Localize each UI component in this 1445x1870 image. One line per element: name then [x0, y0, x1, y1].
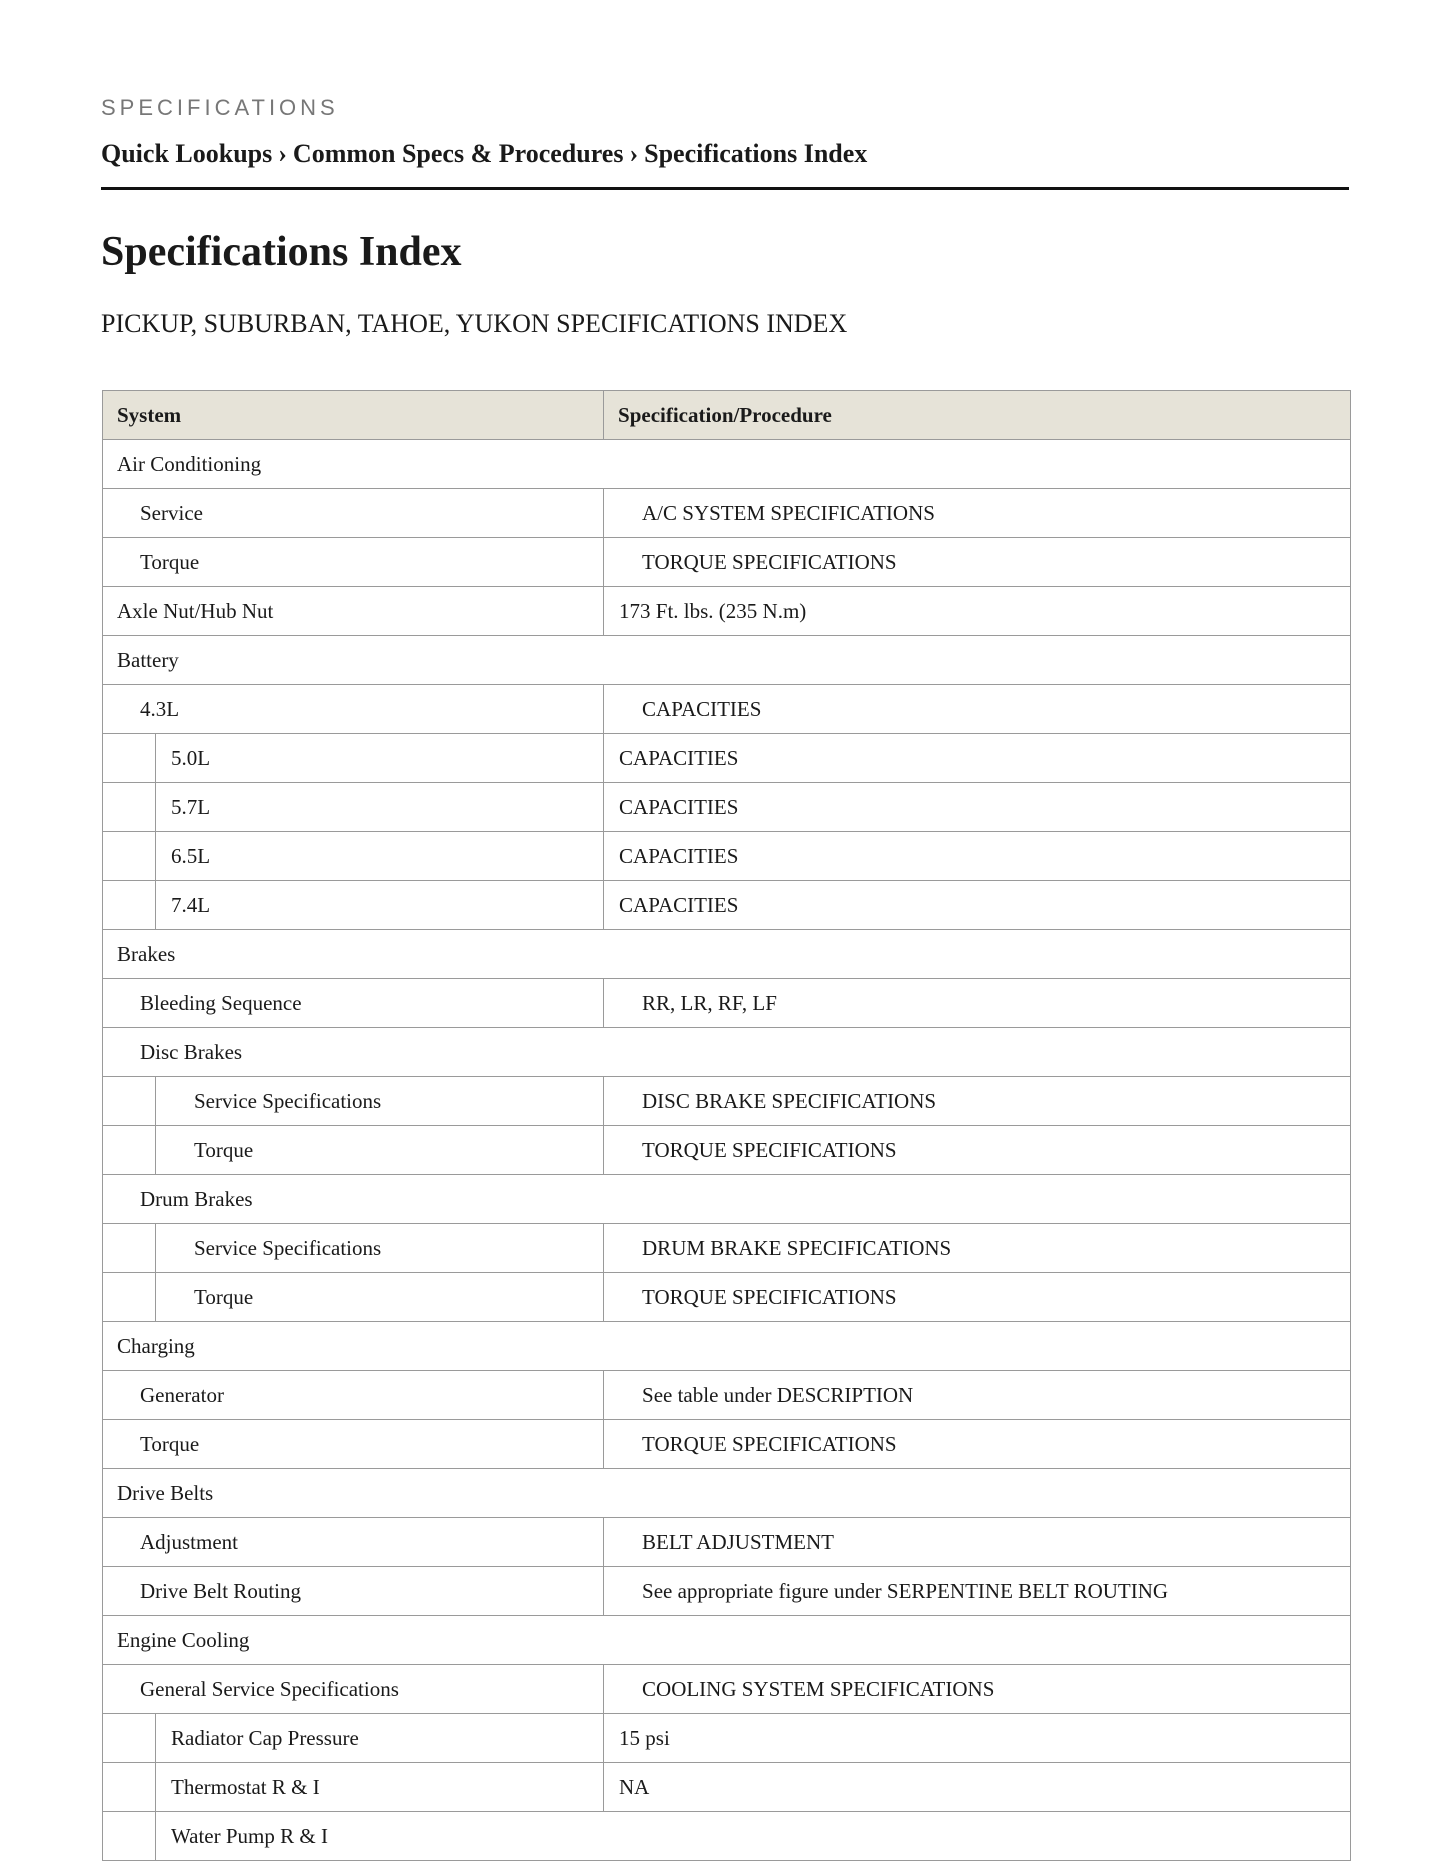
- indent-cell: [103, 1763, 156, 1812]
- indent-cell: [103, 1714, 156, 1763]
- spec-link[interactable]: TORQUE SPECIFICATIONS: [604, 1273, 1351, 1322]
- column-header-system: System: [103, 391, 604, 440]
- system-label: Service Specifications: [156, 1077, 604, 1126]
- system-label: 5.0L: [156, 734, 604, 783]
- table-row: [103, 1077, 1351, 1126]
- system-label: Bleeding Sequence: [103, 979, 604, 1028]
- breadcrumb-item-quick-lookups[interactable]: Quick Lookups: [101, 139, 273, 168]
- system-label: 6.5L: [156, 832, 604, 881]
- section-kicker: SPECIFICATIONS: [101, 95, 339, 120]
- table-row: [103, 1371, 1351, 1420]
- table-row: [103, 1420, 1351, 1469]
- spec-link[interactable]: CAPACITIES: [604, 783, 1351, 832]
- system-label: Adjustment: [103, 1518, 604, 1567]
- system-group-label: Drive Belts: [103, 1469, 1351, 1518]
- system-label: Thermostat R & I: [156, 1763, 604, 1812]
- system-group-label: Engine Cooling: [103, 1616, 1351, 1665]
- indent-cell: [103, 881, 156, 930]
- system-label: Torque: [156, 1273, 604, 1322]
- spec-link[interactable]: CAPACITIES: [604, 685, 1351, 734]
- table-header-row: [103, 391, 1351, 440]
- system-label: 7.4L: [156, 881, 604, 930]
- spec-link[interactable]: TORQUE SPECIFICATIONS: [604, 1126, 1351, 1175]
- system-label: 4.3L: [103, 685, 604, 734]
- system-label: Torque: [103, 1420, 604, 1469]
- spec-link[interactable]: See table under DESCRIPTION: [604, 1371, 1351, 1420]
- indent-cell: [103, 1224, 156, 1273]
- spec-link[interactable]: See appropriate figure under SERPENTINE BELT ROUTING: [604, 1567, 1351, 1616]
- table-row: [103, 685, 1351, 734]
- page-title: Specifications Index: [101, 229, 462, 275]
- table-row: [103, 1714, 1351, 1763]
- system-label: Generator: [103, 1371, 604, 1420]
- table-row: [103, 1616, 1351, 1665]
- specifications-table: [102, 390, 1351, 1861]
- spec-value: NA: [604, 1763, 1351, 1812]
- table-row: [103, 1322, 1351, 1371]
- table-row: [103, 1567, 1351, 1616]
- table-row: [103, 489, 1351, 538]
- column-header-specification: Specification/Procedure: [604, 391, 1351, 440]
- table-row: [103, 1665, 1351, 1714]
- system-label: Drive Belt Routing: [103, 1567, 604, 1616]
- spec-link[interactable]: TORQUE SPECIFICATIONS: [604, 538, 1351, 587]
- table-row: [103, 587, 1351, 636]
- breadcrumb: [101, 138, 867, 170]
- table-row: [103, 734, 1351, 783]
- system-label: Service Specifications: [156, 1224, 604, 1273]
- system-group-label: Battery: [103, 636, 1351, 685]
- spec-link[interactable]: DRUM BRAKE SPECIFICATIONS: [604, 1224, 1351, 1273]
- system-group-label: Brakes: [103, 930, 1351, 979]
- spec-link[interactable]: TORQUE SPECIFICATIONS: [604, 1420, 1351, 1469]
- table-row: [103, 1028, 1351, 1077]
- spec-link[interactable]: A/C SYSTEM SPECIFICATIONS: [604, 489, 1351, 538]
- table-row: [103, 783, 1351, 832]
- table-row: [103, 979, 1351, 1028]
- table-row: [103, 1126, 1351, 1175]
- table-row: [103, 1469, 1351, 1518]
- system-label: Axle Nut/Hub Nut: [103, 587, 604, 636]
- table-row: [103, 440, 1351, 489]
- spec-link[interactable]: DISC BRAKE SPECIFICATIONS: [604, 1077, 1351, 1126]
- indent-cell: [103, 1077, 156, 1126]
- system-subgroup-label: Disc Brakes: [103, 1028, 1351, 1077]
- table-row: [103, 1224, 1351, 1273]
- spec-value: 173 Ft. lbs. (235 N.m): [604, 587, 1351, 636]
- indent-cell: [103, 734, 156, 783]
- indent-cell: [103, 1126, 156, 1175]
- table-row: [103, 1763, 1351, 1812]
- indent-cell: [103, 832, 156, 881]
- system-subgroup-label: Drum Brakes: [103, 1175, 1351, 1224]
- breadcrumb-separator: ›: [629, 139, 639, 168]
- header-divider: [101, 187, 1349, 190]
- system-label: General Service Specifications: [103, 1665, 604, 1714]
- table-row: [103, 832, 1351, 881]
- system-label: Radiator Cap Pressure: [156, 1714, 604, 1763]
- spec-link[interactable]: BELT ADJUSTMENT: [604, 1518, 1351, 1567]
- spec-link[interactable]: CAPACITIES: [604, 832, 1351, 881]
- indent-cell: [103, 1812, 156, 1861]
- spec-value: RR, LR, RF, LF: [604, 979, 1351, 1028]
- table-row: [103, 881, 1351, 930]
- table-row: [103, 1175, 1351, 1224]
- spec-link[interactable]: COOLING SYSTEM SPECIFICATIONS: [604, 1665, 1351, 1714]
- system-label: Torque: [156, 1126, 604, 1175]
- spec-value: 15 psi: [604, 1714, 1351, 1763]
- table-row: [103, 930, 1351, 979]
- indent-cell: [103, 783, 156, 832]
- spec-link[interactable]: CAPACITIES: [604, 881, 1351, 930]
- table-row: [103, 636, 1351, 685]
- breadcrumb-item-common-specs[interactable]: Common Specs & Procedures: [292, 139, 624, 168]
- spec-link[interactable]: CAPACITIES: [604, 734, 1351, 783]
- indent-cell: [103, 1273, 156, 1322]
- system-label: Water Pump R & I: [156, 1812, 1351, 1861]
- table-row: [103, 1273, 1351, 1322]
- system-group-label: Air Conditioning: [103, 440, 1351, 489]
- breadcrumb-item-specifications-index: Specifications Index: [644, 139, 868, 168]
- system-label: 5.7L: [156, 783, 604, 832]
- system-label: Service: [103, 489, 604, 538]
- breadcrumb-separator: ›: [278, 139, 287, 168]
- table-row: [103, 538, 1351, 587]
- system-group-label: Charging: [103, 1322, 1351, 1371]
- page-subtitle: PICKUP, SUBURBAN, TAHOE, YUKON SPECIFICATIONS INDEX: [101, 309, 848, 338]
- table-row: [103, 1812, 1351, 1861]
- table-row: [103, 1518, 1351, 1567]
- system-label: Torque: [103, 538, 604, 587]
